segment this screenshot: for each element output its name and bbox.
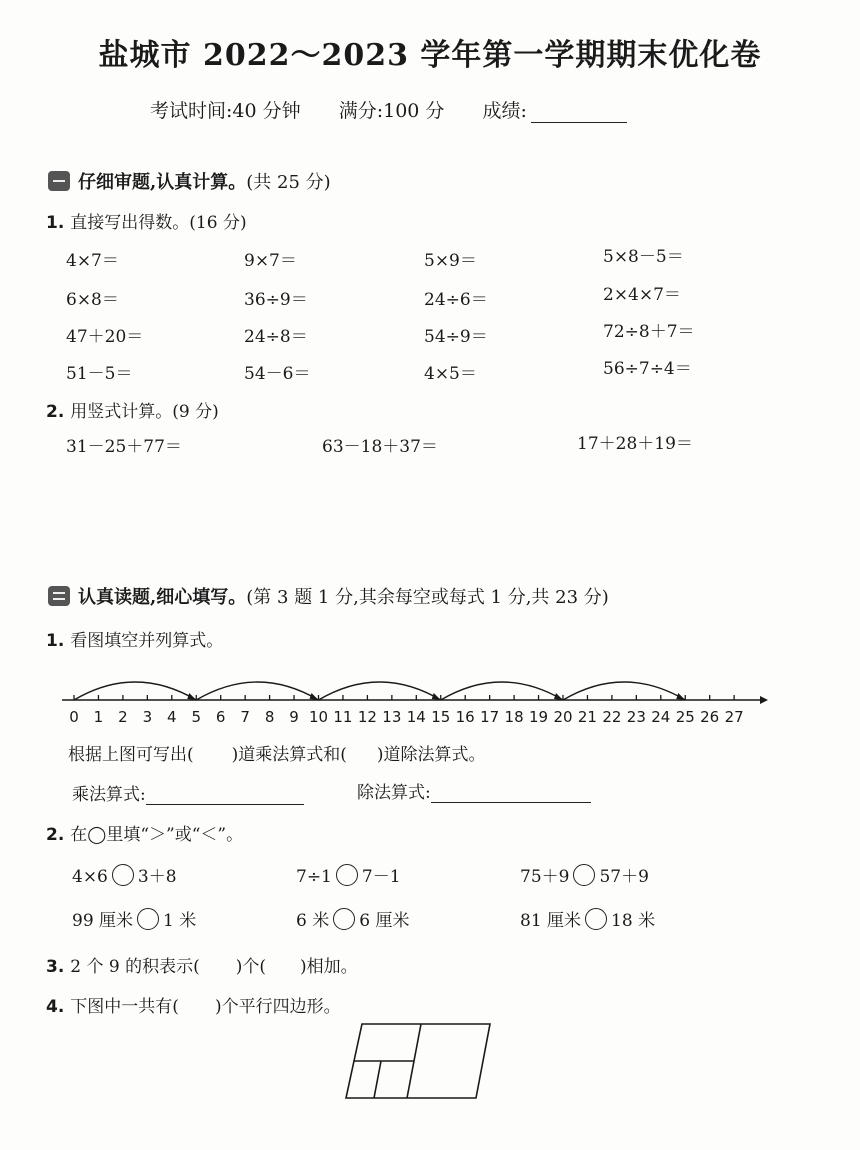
answer-blank[interactable]: [146, 786, 304, 805]
number-line-label: 0: [69, 708, 79, 726]
compare-right: 3＋8: [137, 867, 177, 887]
number-line-label: 16: [455, 708, 475, 726]
exam-score-label: 成绩:: [482, 100, 527, 122]
score-blank[interactable]: [531, 104, 627, 123]
question-1-1: [46, 208, 247, 233]
question-2-3: [46, 952, 358, 977]
compare-right: 1 米: [163, 911, 197, 931]
fill-text: )个平行四边形。: [214, 997, 341, 1017]
compare-circle[interactable]: [137, 908, 159, 930]
fill-line: [68, 740, 486, 765]
compare-left: 99 厘米: [72, 911, 134, 931]
compare-circle[interactable]: [336, 864, 358, 886]
calc-item: 54÷9＝: [424, 327, 488, 347]
number-line-label: 14: [406, 708, 426, 726]
vertical-calc-item: 31－25＋77＝: [66, 437, 182, 457]
compare-item: [520, 906, 655, 931]
number-line-label: 18: [504, 708, 524, 726]
number-line-label: 15: [431, 708, 451, 726]
compare-left: 75＋9: [520, 867, 570, 887]
calc-item: 5×8－5＝: [603, 247, 684, 267]
question-text: 在◯里填“＞”或“＜”。: [70, 825, 244, 845]
vertical-calc-item: 17＋28＋19＝: [577, 434, 693, 454]
section-2-heading: [48, 583, 609, 609]
question-2-4: [46, 992, 341, 1017]
number-line-label: 20: [553, 708, 573, 726]
compare-circle[interactable]: [573, 864, 595, 886]
calc-item: 5×9＝: [424, 251, 477, 271]
fill-text: 根据上图可写出(: [68, 745, 194, 765]
number-line-label: 8: [264, 708, 275, 726]
compare-right: 6 厘米: [359, 911, 410, 931]
fill-text: )道乘法算式和(: [231, 745, 347, 765]
number-line-label: 2: [118, 708, 128, 726]
calc-item: 4×5＝: [424, 364, 477, 384]
calc-item: 72÷8＋7＝: [603, 322, 695, 342]
question-number: 2.: [46, 402, 65, 422]
arc-arrow-icon: [187, 693, 196, 700]
number-line-label: 11: [333, 708, 353, 726]
section-two-badge-icon: [48, 586, 70, 606]
parallelogram-figure: [340, 1020, 500, 1102]
section-1-heading: [48, 168, 331, 194]
compare-right: 18 米: [611, 911, 656, 931]
arc-arrow-icon: [432, 693, 441, 700]
calc-item: 54－6＝: [244, 364, 311, 384]
answer-blank[interactable]: [431, 784, 591, 803]
compare-circle[interactable]: [112, 864, 134, 886]
number-line-label: 21: [577, 708, 597, 726]
calc-item: 4×7＝: [66, 251, 119, 271]
axis-arrow-icon: [760, 696, 768, 704]
calc-item: 47＋20＝: [66, 327, 144, 347]
section-1-title: 仔细审题,认真计算。: [78, 172, 247, 193]
arc-arrow-icon: [676, 693, 685, 700]
compare-left: 81 厘米: [520, 911, 582, 931]
jump-arc: [563, 682, 685, 700]
arc-arrow-icon: [310, 693, 319, 700]
number-line-label: 24: [651, 708, 671, 726]
number-line-label: 9: [289, 708, 299, 726]
multiplication-answer: [72, 780, 304, 805]
number-line-label: 23: [626, 708, 646, 726]
fill-text: 下图中一共有(: [70, 997, 179, 1017]
question-text: 看图填空并列算式。: [70, 631, 224, 651]
calc-item: 56÷7÷4＝: [603, 359, 692, 379]
fill-text: )相加。: [300, 957, 358, 977]
question-number: 4.: [46, 997, 65, 1017]
question-number: 1.: [46, 213, 65, 233]
section-1-note: (共 25 分): [246, 172, 331, 193]
number-line-label: 12: [357, 708, 377, 726]
vertical-calc-item: 63－18＋37＝: [322, 437, 438, 457]
number-line-label: 10: [308, 708, 329, 726]
section-2-note: (第 3 题 1 分,其余每空或每式 1 分,共 23 分): [246, 587, 609, 608]
number-line-label: 26: [700, 708, 720, 726]
number-line-label: 25: [675, 708, 695, 726]
compare-item: [72, 862, 177, 887]
fill-text: 2 个 9 的积表示(: [70, 957, 200, 977]
jump-arc: [441, 682, 563, 700]
calc-item: 2×4×7＝: [603, 285, 681, 305]
fill-text: )个(: [235, 957, 267, 977]
number-line-label: 1: [93, 708, 104, 726]
exam-time: 考试时间:40 分钟: [150, 100, 301, 122]
number-line-label: 4: [167, 708, 177, 726]
answer-label: 除法算式:: [357, 783, 431, 803]
number-line-label: 19: [529, 708, 549, 726]
number-line-label: 3: [142, 708, 153, 726]
exam-full-score: 满分:100 分: [338, 100, 445, 122]
jump-arc: [74, 682, 196, 700]
calc-item: 24÷6＝: [424, 290, 488, 310]
number-line-label: 7: [240, 708, 250, 726]
calc-item: 24÷8＝: [244, 327, 308, 347]
compare-left: 4×6: [72, 867, 108, 887]
question-number: 2.: [46, 825, 65, 845]
calc-item: 51－5＝: [66, 364, 133, 384]
compare-left: 7÷1: [296, 867, 332, 887]
compare-right: 7－1: [361, 867, 401, 887]
question-text: 用竖式计算。(9 分): [70, 402, 219, 422]
arc-arrow-icon: [554, 693, 563, 700]
exam-info: [150, 96, 627, 123]
question-number: 3.: [46, 957, 65, 977]
calc-item: 6×8＝: [66, 290, 119, 310]
page-title: 盐城市 2022～2023 学年第一学期期末优化卷: [98, 38, 762, 73]
question-2-2: [46, 820, 243, 845]
compare-circle[interactable]: [585, 908, 607, 930]
compare-right: 57＋9: [599, 867, 649, 887]
number-line-label: 17: [480, 708, 500, 726]
section-2-title: 认真读题,细心填写。: [78, 587, 247, 608]
number-line-label: 5: [191, 708, 202, 726]
section-one-badge-icon: [48, 171, 70, 191]
jump-arc: [319, 682, 441, 700]
number-line-label: 27: [724, 708, 744, 726]
question-text: 直接写出得数。(16 分): [70, 213, 247, 233]
number-line-label: 6: [215, 708, 226, 726]
compare-item: [72, 906, 196, 931]
compare-circle[interactable]: [333, 908, 355, 930]
divider-line: [374, 1061, 381, 1098]
compare-item: [296, 862, 401, 887]
compare-item: [520, 862, 649, 887]
calc-item: 36÷9＝: [244, 290, 308, 310]
division-answer: [357, 778, 591, 803]
compare-left: 6 米: [296, 911, 330, 931]
calc-item: 9×7＝: [244, 251, 297, 271]
question-number: 1.: [46, 631, 65, 651]
fill-text: )道除法算式。: [376, 745, 486, 765]
number-line: [60, 660, 780, 730]
number-line-label: 13: [382, 708, 402, 726]
jump-arc: [196, 682, 318, 700]
number-line-label: 22: [602, 708, 622, 726]
compare-item: [296, 906, 409, 931]
question-2-1: [46, 626, 223, 651]
answer-label: 乘法算式:: [72, 785, 146, 805]
question-1-2: [46, 397, 219, 422]
